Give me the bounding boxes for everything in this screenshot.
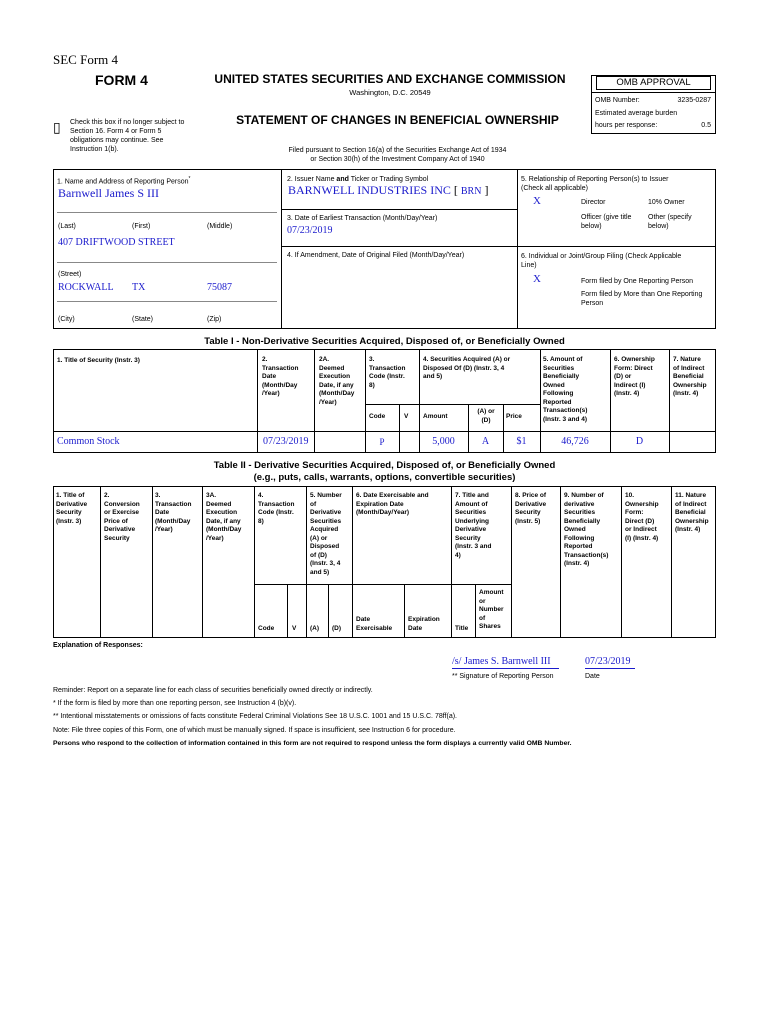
t1-row-price: $1 [516,436,527,447]
statement-title: STATEMENT OF CHANGES IN BENEFICIAL OWNERSHIP [236,113,559,127]
box6-label: 6. Individual or Joint/Group Filing (Check Applicable [521,253,682,260]
t1-h7: 7. Nature of Indirect Beneficial Ownership (Instr. 4) [673,356,707,397]
filed-pursuant-2: or Section 30(h) of the Investment Company Act of 1940 [310,156,485,163]
t2-h6: 6. Date Exercisable and Expiration Date (Month/Day/Year) [356,492,429,516]
officer-label: Officer (give title [581,214,632,221]
more-reporting-person-label-2: Person [581,300,604,307]
t1-sub-price: Price [506,413,522,420]
t2-sub-expiration: Expiration Date [408,616,440,632]
t1-row-date: 07/23/2019 [263,436,309,447]
table1-title: Table I - Non-Derivative Securities Acquired, Disposed of, or Beneficially Owned [204,336,565,347]
omb-burden-label: Estimated average burden [595,110,678,117]
t2-h10: 10. Ownership Form: Direct (D) or Indirect (I) (Instr. 4) [625,492,659,542]
t1-sub-v: V [404,413,409,420]
t1-row-form: D [635,436,644,447]
box2-label: 2. Issuer Name and Ticker or Trading Symbol [287,176,429,183]
t2-h1: 1. Title of Derivative Security (Instr. 3) [56,492,88,525]
middle-label: (Middle) [207,223,233,230]
t1-row-owned: 46,726 [561,436,589,447]
t2-sub-v: V [292,625,297,632]
omb-number-label: OMB Number: [595,97,640,104]
t2-sub-title: Title [455,625,469,632]
issuer-name: BARNWELL INDUSTRIES INC [ BRN ] [288,183,489,197]
t1-h2a: 2A. Deemed Execution Date, if any (Month/Day /Year) [319,356,355,406]
box4-label: 4. If Amendment, Date of Original Filed (Month/Day/Year) [287,252,465,259]
t1-sub-amount: Amount [423,413,448,420]
box5-label-2: (Check all applicable) [521,185,588,192]
note-3: Note: File three copies of this Form, one of which must be manually signed. If space is insufficient, see Instruction 6 for procedure. [53,727,456,734]
one-reporting-person-checkbox[interactable]: X [533,273,541,285]
director-checkbox[interactable]: X [533,195,541,207]
t2-h5: 5. Number of Derivative Securities Acquired (A) or Disposed of (D) (Instr. 3, 4 and 5) [310,492,342,576]
table2-subtitle: (e.g., puts, calls, warrants, options, convertible securities) [253,472,516,483]
note-4: Persons who respond to the collection of information contained in this form are not required to respond unless the form displays a currently valid OMB Number. [53,740,572,747]
t2-sub-date-exercisable: Date Exercisable [356,616,393,632]
signature-label: ** Signature of Reporting Person [452,673,554,680]
reminder-text: Reminder: Report on a separate line for each class of securities beneficially owned directly or indirectly. [53,687,373,694]
state-label: (State) [132,316,154,323]
form-title: FORM 4 [95,72,148,88]
officer-label-2: below) [581,223,602,230]
zip-value: 75087 [207,282,232,293]
omb-burden-value: 0.5 [701,122,711,129]
t1-h1: 1. Title of Security (Instr. 3) [57,357,140,364]
checkbox-text: Check this box if no longer subject to Section 16. Form 4 or Form 5 obligations may continue. See Instruction 1(b). [70,119,185,153]
t1-row-amount: 5,000 [432,436,455,447]
t2-h11: 11. Nature of Indirect Beneficial Ownership (Instr. 4) [675,492,709,533]
director-label: Director [581,199,606,206]
t1-sub-code: Code [369,413,386,420]
t2-sub-code: Code [258,625,275,632]
note-2: ** Intentional misstatements or omissions of facts constitute Federal Criminal Violations See 18 U.S.C. 1001 and 15 U.S.C. 78ff(a). [53,713,457,720]
t1-row-title: Common Stock [57,436,120,447]
box6-label-2: Line) [521,262,537,269]
agency-city: Washington, D.C. 20549 [349,88,431,97]
t1-h6: 6. Ownership Form: Direct (D) or Indirect (I) (Instr. 4) [614,356,655,397]
last-label: (Last) [58,223,76,230]
t2-h2: 2. Conversion or Exercise Price of Derivative Security [104,492,140,542]
more-reporting-person-label: Form filed by More than One Reporting [581,291,703,298]
other-label: Other (specify [648,214,692,221]
omb-number-value: 3235-0287 [677,97,711,104]
t2-h7: 7. Title and Amount of Securities Underlying Derivative Security (Instr. 3 and 4) [455,492,492,559]
explanation-label: Explanation of Responses: [53,642,143,649]
note-1: * If the form is filed by more than one reporting person, see Instruction 4 (b)(v). [53,700,297,707]
t2-h8: 8. Price of Derivative Security (Instr. 5) [515,492,547,525]
signature-date: 07/23/2019 [585,656,631,667]
city-value: ROCKWALL [58,282,114,293]
t2-h9: 9. Number of derivative Securities Beneficially Owned Following Reported Transaction(s) (Instr. 4) [564,492,609,567]
city-label: (City) [58,316,75,323]
omb-burden-label-2: hours per response: [595,122,658,129]
reporting-person-name: Barnwell James S III [58,186,159,200]
first-label: (First) [132,223,151,230]
earliest-transaction-date: 07/23/2019 [287,225,333,236]
t1-h2: 2. Transaction Date (Month/Day /Year) [262,356,299,397]
box5-label: 5. Relationship of Reporting Person(s) to Issuer [521,176,669,183]
t1-h3: 3. Transaction Code (Instr. 8) [369,356,406,389]
date-label: Date [585,673,600,680]
t2-sub-amount: Amount or Number of Shares [479,589,504,630]
t1-sub-aord: (A) or (D) [477,408,495,424]
filed-pursuant-1: Filed pursuant to Section 16(a) of the Securities Exchange Act of 1934 [288,147,507,154]
checkbox-no-longer-subject[interactable]: ▯ [53,119,61,135]
other-label-2: below) [648,223,669,230]
agency-name: UNITED STATES SECURITIES AND EXCHANGE COMMISSION [214,72,566,86]
zip-label: (Zip) [207,316,222,323]
omb-title: OMB APPROVAL [596,76,711,90]
street-label: (Street) [58,271,82,278]
state-value: TX [132,282,146,293]
t2-h3: 3. Transaction Date (Month/Day /Year) [155,492,192,533]
sec-form-label: SEC Form 4 [53,52,119,67]
t2-h3a: 3A. Deemed Execution Date, if any (Month/Day /Year) [206,492,242,542]
box3-label: 3. Date of Earliest Transaction (Month/Day/Year) [287,215,438,222]
ten-percent-owner-label: 10% Owner [648,199,685,206]
box1-label: 1. Name and Address of Reporting Person* [57,176,191,186]
t2-sub-a: (A) [310,625,320,632]
t1-row-code: P [379,437,385,447]
t2-h4: 4. Transaction Code (Instr. 8) [258,492,295,525]
table2-title: Table II - Derivative Securities Acquired, Disposed of, or Beneficially Owned [213,460,556,471]
signature: /s/ James S. Barnwell III [452,656,551,667]
t2-sub-d: (D) [332,625,342,632]
street-value: 407 DRIFTWOOD STREET [58,237,175,248]
t1-h4: 4. Securities Acquired (A) or Disposed Of (D) (Instr. 3, 4 and 5) [423,356,511,380]
one-reporting-person-label: Form filed by One Reporting Person [581,278,694,285]
t1-row-aord: A [481,436,490,447]
t1-h5: 5. Amount of Securities Beneficially Owned Following Reported Transaction(s) (Instr. 3 and 4) [543,356,588,423]
